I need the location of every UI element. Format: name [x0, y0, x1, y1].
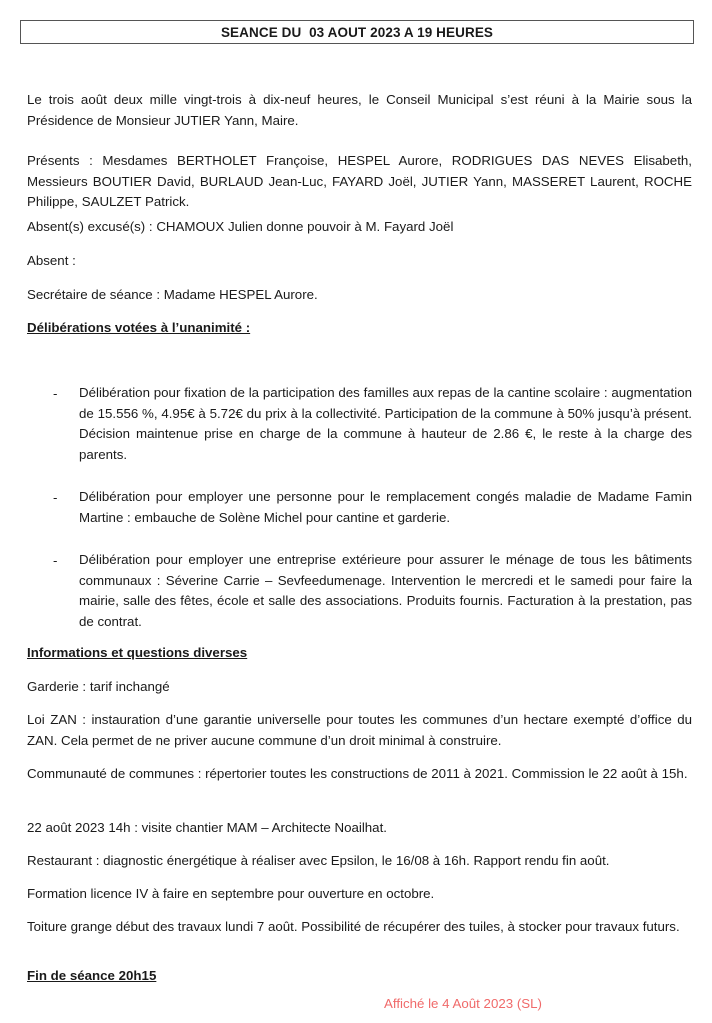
- info-item-toiture: Toiture grange début des travaux lundi 7 août. Possibilité de récupérer des tuiles, à stocker pour travaux futurs.: [27, 919, 680, 934]
- opening-paragraph: Le trois août deux mille vingt-trois à dix-neuf heures, le Conseil Municipal s’est réuni à la Mairie sous la Présidence de Monsieur JUTIER Yann, Maire.: [27, 92, 692, 128]
- deliberation-item: Délibération pour employer une personne pour le remplacement congés maladie de Madame Famin Martine : embauche de Solène Michel pour cantine et garderie.: [79, 489, 692, 525]
- attendees-absent: Absent :: [27, 253, 76, 268]
- deliberation-item: Délibération pour employer une entreprise extérieure pour assurer le ménage de tous les bâtiments communaux : Séverine Carrie – Sevfeedumenage. Intervention le mercredi et le samedi pour faire la mairie, salle des fêtes, école et salle des associations. Produits fournis. Facturation à la prestation, pas de contrat.: [79, 552, 692, 629]
- session-secretary: Secrétaire de séance : Madame HESPEL Aurore.: [27, 287, 318, 302]
- info-item-garderie: Garderie : tarif inchangé: [27, 679, 170, 694]
- session-title: SEANCE DU 03 AOUT 2023 A 19 HEURES: [20, 20, 694, 44]
- attendees-present: Présents : Mesdames BERTHOLET Françoise, HESPEL Aurore, RODRIGUES DAS NEVES Elisabeth, Messieurs BOUTIER David, BURLAUD Jean-Luc, FAYARD Joël, JUTIER Yann, MASSERET Laurent, ROCHE Philippe, SAULZET Patrick.: [27, 153, 692, 209]
- info-item-visite-chantier: 22 août 2023 14h : visite chantier MAM – Architecte Noailhat.: [27, 820, 387, 835]
- bullet-marker: -: [53, 386, 58, 401]
- info-item-communaute: Communauté de communes : répertorier toutes les constructions de 2011 à 2021. Commission le 22 août à 15h.: [27, 766, 688, 781]
- deliberations-heading: Délibérations votées à l’unanimité :: [27, 320, 251, 335]
- deliberation-item: Délibération pour fixation de la participation des familles aux repas de la cantine scolaire : augmentation de 15.556 %, 4.95€ à 5.72€ du prix à la collectivité. Participation de la commune à 50% jusqu’à présent. Décision maintenue prise en charge de la commune à hauteur de 2.86 €, le reste à la charge des parents.: [79, 385, 692, 462]
- attendees-excused: Absent(s) excusé(s) : CHAMOUX Julien donne pouvoir à M. Fayard Joël: [27, 219, 454, 234]
- info-item-restaurant: Restaurant : diagnostic énergétique à réaliser avec Epsilon, le 16/08 à 16h. Rapport rendu fin août.: [27, 853, 610, 868]
- info-item-formation: Formation licence IV à faire en septembre pour ouverture en octobre.: [27, 886, 435, 901]
- bullet-marker: -: [53, 490, 58, 505]
- info-item-loi-zan: Loi ZAN : instauration d’une garantie universelle pour toutes les communes d’un hectare exempté d’office du ZAN. Cela permet de ne priver aucune commune d’un droit minimal à construire.: [27, 712, 692, 748]
- posting-stamp: Affiché le 4 Août 2023 (SL): [384, 996, 542, 1011]
- session-end: Fin de séance 20h15: [27, 968, 157, 983]
- bullet-marker: -: [53, 553, 58, 568]
- informations-heading: Informations et questions diverses: [27, 645, 248, 660]
